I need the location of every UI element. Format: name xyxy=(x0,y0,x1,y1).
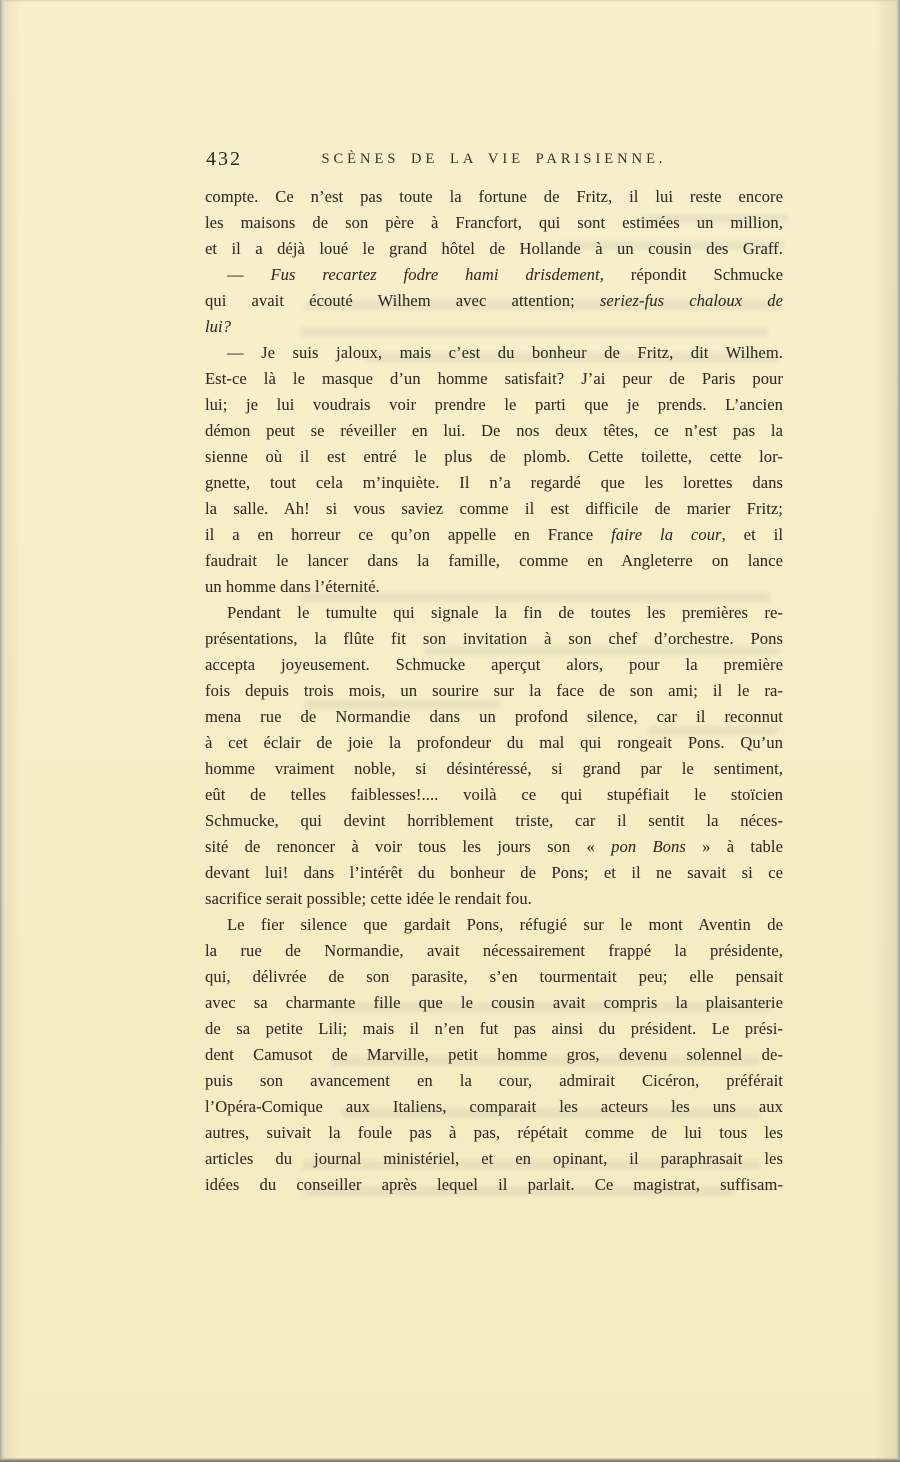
body-text: qui avait écouté Wilhem avec attention; xyxy=(205,291,600,310)
text-line xyxy=(205,548,783,574)
page-edge-bottom xyxy=(0,1458,900,1462)
text-line xyxy=(205,860,783,886)
text-line xyxy=(205,990,783,1016)
body-text: Schmucke, qui devint horriblement triste, car il sentit la néces- xyxy=(205,811,783,830)
body-text: Est-ce là le masque d’un homme satisfait? J’ai peur de Paris pour xyxy=(205,369,783,388)
text-block xyxy=(205,184,783,1198)
text-line xyxy=(205,210,783,236)
body-text: la rue de Normandie, avait nécessairement frappé la présidente, xyxy=(205,941,783,960)
body-text: puis son avancement en la cour, admirait Cicéron, préférait xyxy=(205,1071,783,1090)
body-text: de sa petite Lili; mais il n’en fut pas ainsi du président. Le prési- xyxy=(205,1019,783,1038)
paragraph xyxy=(205,262,783,340)
italic-text: seriez-fus chaloux de xyxy=(599,291,783,310)
body-text: mena rue de Normandie dans un profond silence, car il reconnut xyxy=(205,707,783,726)
text-line xyxy=(205,340,783,366)
text-line xyxy=(205,938,783,964)
page-edge-right xyxy=(896,0,900,1462)
body-text: fois depuis trois mois, un sourire sur la face de son ami; il le ra- xyxy=(205,681,783,700)
text-line xyxy=(205,470,783,496)
body-text: — xyxy=(227,265,271,284)
page-edge-top xyxy=(0,0,900,2)
body-text: sité de renoncer à voir tous les jours son « xyxy=(205,837,612,856)
body-text: devant lui! dans l’intérêt du bonheur de Pons; et il ne savait si ce xyxy=(205,863,783,882)
body-text: la salle. Ah! si vous saviez comme il est difficile de marier Fritz; xyxy=(205,499,783,518)
body-text: il a en horreur ce qu’on appelle en France xyxy=(205,525,612,544)
body-text: lui; je lui voudrais voir prendre le parti que je prends. L’ancien xyxy=(205,395,783,414)
text-line xyxy=(205,756,783,782)
text-line xyxy=(205,678,783,704)
text-line xyxy=(205,626,783,652)
body-text: démon peut se réveiller en lui. De nos deux têtes, ce n’est pas la xyxy=(205,421,783,440)
body-text: gnette, tout cela m’inquiète. Il n’a regardé que les lorettes dans xyxy=(205,473,783,492)
body-text: avec sa charmante fille que le cousin avait compris la plaisanterie xyxy=(205,993,783,1012)
paragraph xyxy=(205,340,783,600)
text-line xyxy=(205,1042,783,1068)
paragraph xyxy=(205,912,783,1198)
body-text: dent Camusot de Marville, petit homme gros, devenu solennel de- xyxy=(205,1045,783,1064)
text-line xyxy=(205,886,783,912)
body-text: qui, délivrée de son parasite, s’en tourmentait peu; elle pensait xyxy=(205,967,783,986)
text-line xyxy=(205,496,783,522)
text-line xyxy=(205,1172,783,1198)
text-line xyxy=(205,522,783,548)
text-line xyxy=(205,600,783,626)
text-line xyxy=(205,236,783,262)
body-text: idées du conseiller après lequel il parlait. Ce magistrat, suffisam- xyxy=(205,1175,783,1194)
text-line xyxy=(205,1120,783,1146)
italic-text: faire la cour xyxy=(611,525,722,544)
paragraph xyxy=(205,600,783,912)
body-text: présentations, la flûte fit son invitation à son chef d’orchestre. Pons xyxy=(205,629,783,648)
text-line xyxy=(205,834,783,860)
text-line xyxy=(205,184,783,210)
body-text: Le fier silence que gardait Pons, réfugié sur le mont Aventin de xyxy=(227,915,783,934)
paragraph xyxy=(205,184,783,262)
text-line xyxy=(205,964,783,990)
body-text: un homme dans l’éternité. xyxy=(205,577,380,596)
body-text: répondit Schmucke xyxy=(603,265,783,284)
body-text: sacrifice serait possible; cette idée le rendait fou. xyxy=(205,889,532,908)
text-line xyxy=(205,652,783,678)
body-text: l’Opéra-Comique aux Italiens, comparait les acteurs les uns aux xyxy=(205,1097,783,1116)
body-text: articles du journal ministériel, et en opinant, il paraphrasait les xyxy=(205,1149,783,1168)
body-text: faudrait le lancer dans la famille, comme en Angleterre on lance xyxy=(205,551,783,570)
page-number: 432 xyxy=(206,148,242,170)
body-text: Pendant le tumulte qui signale la fin de toutes les premières re- xyxy=(227,603,783,622)
italic-text: Fus recartez fodre hami drisdement, xyxy=(270,265,604,284)
text-line xyxy=(205,1068,783,1094)
text-line xyxy=(205,262,783,288)
text-line xyxy=(205,1016,783,1042)
italic-text: lui? xyxy=(205,317,232,336)
text-line xyxy=(205,730,783,756)
body-text: homme vraiment noble, si désintéressé, si grand par le sentiment, xyxy=(205,759,783,778)
running-title: SCÈNES DE LA VIE PARISIENNE. xyxy=(321,151,667,167)
page-edge-left xyxy=(0,0,5,1462)
body-text: les maisons de son père à Francfort, qui sont estimées un million, xyxy=(205,213,783,232)
text-line xyxy=(205,782,783,808)
body-text: accepta joyeusement. Schmucke aperçut alors, pour la première xyxy=(205,655,783,674)
text-line xyxy=(205,912,783,938)
text-line xyxy=(205,314,783,340)
text-line xyxy=(205,1146,783,1172)
text-line xyxy=(205,288,783,314)
text-line xyxy=(205,418,783,444)
body-text: et il a déjà loué le grand hôtel de Hollande à un cousin des Graff. xyxy=(205,239,783,258)
text-line xyxy=(205,392,783,418)
body-text: eût de telles faiblesses!.... voilà ce qui stupéfiait le stoïcien xyxy=(205,785,783,804)
body-text: compte. Ce n’est pas toute la fortune de Fritz, il lui reste encore xyxy=(205,187,783,206)
body-text: » à table xyxy=(685,837,783,856)
text-line xyxy=(205,574,783,600)
text-line xyxy=(205,444,783,470)
body-text: à cet éclair de joie la profondeur du mal qui rongeait Pons. Qu’un xyxy=(205,733,783,752)
body-text: , et il xyxy=(721,525,783,544)
body-text: autres, suivait la foule pas à pas, répétait comme de lui tous les xyxy=(205,1123,783,1142)
running-head xyxy=(205,146,783,172)
text-line xyxy=(205,704,783,730)
body-text: — Je suis jaloux, mais c’est du bonheur de Fritz, dit Wilhem. xyxy=(227,343,783,362)
text-line xyxy=(205,1094,783,1120)
italic-text: pon Bons xyxy=(611,837,686,856)
body-text: sienne où il est entré le plus de plomb. Cette toilette, cette lor- xyxy=(205,447,783,466)
text-line xyxy=(205,366,783,392)
text-line xyxy=(205,808,783,834)
